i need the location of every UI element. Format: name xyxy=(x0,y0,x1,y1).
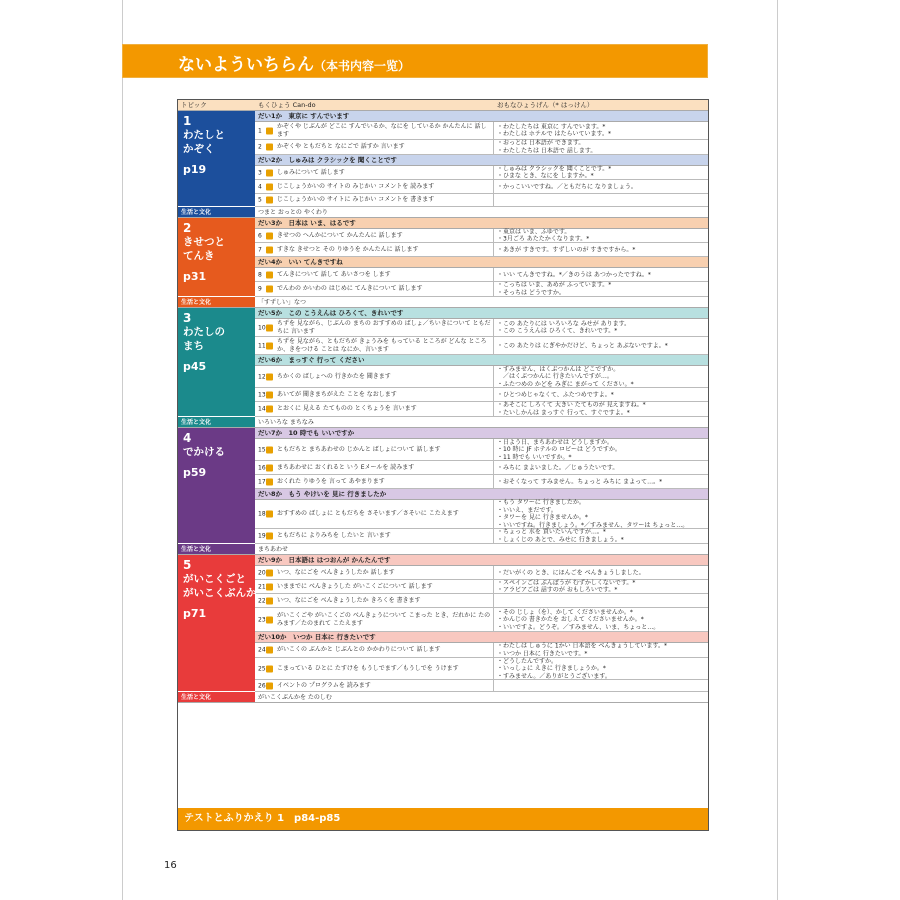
chapter-number: 1 xyxy=(183,114,192,128)
cando-text: おすすめの ばしょに ともだちを さそいます／さそいに こたえます xyxy=(277,510,459,517)
cando-text: おくれた りゆうを 言って あやまります xyxy=(277,477,385,485)
culture-text: まちあわせ xyxy=(258,546,289,553)
row-number: 20 xyxy=(258,569,266,576)
column-divider xyxy=(493,229,494,242)
culture-row xyxy=(178,544,708,555)
lesson-heading: だい4か いい てんきですね xyxy=(255,257,708,268)
chapter-number: 2 xyxy=(183,221,192,235)
page-title: ないよういちらん（本书内容一览） xyxy=(178,55,411,75)
row-number: 13 xyxy=(258,391,266,398)
chapter-block xyxy=(178,308,255,417)
review-banner: テストとふりかえり 1 p84-p85 xyxy=(178,808,708,830)
cando-icon xyxy=(266,324,273,331)
cando-icon xyxy=(266,342,273,349)
cando-text: かぞくや ともだちと なにごで 話すか 言います xyxy=(277,143,405,150)
culture-label: 生活と文化 xyxy=(178,692,255,702)
expression-text: ・もう タワーに 行きましたか。 ・いいえ、まだです。 ・タワーを 見に 行きませんか。* ・いいですね。行きましょう。*／すみません、タワーは ちょっと…。 xyxy=(497,499,689,529)
expression-text: ・しゅみは クラシックを 聞くことです。* ・ひまな とき、なにを しますか。* xyxy=(497,165,612,180)
chapter-title: わたしと かぞく xyxy=(183,129,225,155)
table-header xyxy=(178,100,708,111)
chapter-block xyxy=(178,428,255,544)
row-number: 23 xyxy=(258,616,266,623)
chapter-number: 4 xyxy=(183,431,192,445)
cando-icon xyxy=(266,682,273,689)
expression-text: ・いい てんきですね。*／きのうは あつかったですね。* xyxy=(497,270,651,278)
chapter-title: がいこくごと がいこくぶんか xyxy=(183,573,257,599)
culture-label: 生活と文化 xyxy=(178,417,255,427)
expression-text: ・かっこいいですね。／ともだちに なりましょう。 xyxy=(497,182,637,190)
chapter-page: p19 xyxy=(183,163,207,176)
cando-text: まちあわせに おくれると いう Eメールを 読みます xyxy=(277,463,415,471)
row-number: 17 xyxy=(258,478,266,485)
cando-icon xyxy=(266,569,273,576)
row-number: 9 xyxy=(258,285,262,293)
table-row xyxy=(255,388,708,402)
column-divider xyxy=(493,439,494,460)
expression-text: ・だいがくの とき、にほんごを べんきょうしました。 xyxy=(497,568,645,576)
cando-icon xyxy=(266,478,273,485)
table-row xyxy=(255,366,708,388)
cando-text: てんきについて 話して あいさつを します xyxy=(277,270,391,278)
cando-text: こまっている ひとに たすけを もうしでます／もうしでを うけます xyxy=(277,664,459,672)
lesson-heading: だい6か まっすぐ 行って ください xyxy=(255,355,708,366)
column-divider xyxy=(493,319,494,336)
table-row xyxy=(255,166,708,180)
cando-icon xyxy=(266,583,273,590)
table-row xyxy=(255,337,708,355)
column-divider xyxy=(493,282,494,296)
culture-text: つまと おっとの やくわり xyxy=(258,209,328,216)
expression-text: ・あそこに しろくて 大きい たてものが 見えますね。* ・たいしかんは まっすぐ 行って、すぐですよ。* xyxy=(497,401,646,416)
cando-text: じこしょうかいの サイトに みじかい コメントを 書きます xyxy=(277,196,435,203)
column-divider xyxy=(493,166,494,179)
cando-text: イベントの プログラムを 読みます xyxy=(277,681,371,689)
culture-label: 生活と文化 xyxy=(178,544,255,554)
column-divider xyxy=(493,140,494,154)
cando-text: あいてが 聞きまちがえた ことを なおします xyxy=(277,390,397,398)
cando-text: ちずを 見ながら、ともだちが きょうみを もっている ところが どんな ところか、きをつける ことは なにか、言います xyxy=(277,337,487,353)
column-divider xyxy=(493,243,494,256)
expression-text: ・おっとは 日本語が できます。 ・わたしたちは 日本語で 話します。 xyxy=(497,139,597,154)
chapter-page: p59 xyxy=(183,466,207,479)
chapter-block xyxy=(178,218,255,297)
column-divider xyxy=(493,658,494,679)
row-number: 25 xyxy=(258,665,266,672)
row-number: 21 xyxy=(258,583,266,590)
cando-icon xyxy=(266,127,273,134)
column-divider xyxy=(493,594,494,607)
row-number: 14 xyxy=(258,405,266,413)
culture-row xyxy=(178,692,708,703)
column-divider xyxy=(493,461,494,474)
cando-text: ともだちと まちあわせの じかんと ばしょについて 話します xyxy=(277,445,441,453)
column-divider xyxy=(493,475,494,488)
cando-icon xyxy=(266,597,273,604)
table-row xyxy=(255,475,708,489)
chapter-page: p71 xyxy=(183,607,207,620)
chapter-number: 3 xyxy=(183,311,192,325)
cando-text: でんわの かいわの はじめに てんきについて 話します xyxy=(277,285,423,292)
culture-text: 「すずしい」なつ xyxy=(258,299,307,306)
expression-text: ・あきが すきです。すずしいのが すきですから。* xyxy=(497,245,636,253)
row-number: 7 xyxy=(258,246,262,253)
row-number: 4 xyxy=(258,183,262,190)
lesson-heading: だい9か 日本語は はつおんが かんたんです xyxy=(255,555,708,566)
cando-text: しゅみについて 話します xyxy=(277,168,345,176)
table-row xyxy=(255,608,708,632)
culture-row xyxy=(178,417,708,428)
table-row xyxy=(255,658,708,680)
lesson-heading: だい10か いつか 日本に 行きたいです xyxy=(255,632,708,643)
row-number: 26 xyxy=(258,682,266,689)
cando-text: きせつの へんかについて かんたんに 話します xyxy=(277,231,403,239)
row-number: 19 xyxy=(258,532,266,540)
cando-text: がいこくごや がいこくごの べんきょうについて こまった とき、だれかに たのみます／たのまれて こたえます xyxy=(277,611,491,627)
chapter-title: でかける xyxy=(183,446,225,458)
row-number: 3 xyxy=(258,169,262,176)
culture-text: がいこくぶんかを たのしむ xyxy=(258,694,332,701)
cando-icon xyxy=(266,446,273,453)
column-divider xyxy=(493,122,494,139)
page-number: 16 xyxy=(164,860,177,871)
header-topic: トピック xyxy=(181,101,207,109)
lesson-heading: だい8か もう やけいを 見に 行きましたか xyxy=(255,489,708,500)
expression-text: ・スペインごは ぶんぽうが むずかしくないです。* ・アラビアごは 話すのが おもしろいです。* xyxy=(497,579,636,594)
column-divider xyxy=(493,529,494,543)
row-number: 11 xyxy=(258,342,266,349)
row-number: 12 xyxy=(258,373,266,380)
column-divider xyxy=(493,180,494,193)
chapter-title: きせつと てんき xyxy=(183,236,225,262)
chapter-title: わたしの まち xyxy=(183,326,225,352)
expression-text: ・どうしたんですか。 ・いっしょに えきに 行きましょうか。* ・すみません。／ありがとうございます。 xyxy=(497,657,611,680)
column-divider xyxy=(493,337,494,354)
contents-table xyxy=(177,99,709,831)
expression-text: ・この あたりは にぎやかだけど、ちょっと あぶないですよ。* xyxy=(497,341,668,349)
cando-text: がいこくの ぶんかと じぶんとの かかわりについて 話します xyxy=(277,646,441,653)
table-row xyxy=(255,180,708,194)
table-row xyxy=(255,566,708,580)
header-expressions: おもなひょうげん（* はっけん） xyxy=(497,101,594,109)
cando-text: いつ、なにごを べんきょうしたか 話します xyxy=(277,568,395,576)
cando-icon xyxy=(266,232,273,239)
table-row xyxy=(255,402,708,417)
expression-text: ・ひとつめじゃなくて、ふたつめですよ。* xyxy=(497,390,614,398)
expression-text: ・この あたりには いろいろな みせが あります。 ・この こうえんは ひろくて、きれいです。* xyxy=(497,320,631,335)
row-number: 8 xyxy=(258,271,262,278)
cando-text: ともだちに よりみちを したいと 言います xyxy=(277,532,391,539)
chapter-number: 5 xyxy=(183,558,192,572)
cando-text: じこしょうかいの サイトの みじかい コメントを 読みます xyxy=(277,182,435,190)
header-cando: もくひょう Can-do xyxy=(258,101,316,109)
cando-icon xyxy=(266,246,273,253)
cando-text: いつ、なにごを べんきょうしたか きろくを 書きます xyxy=(277,596,421,604)
column-divider xyxy=(493,580,494,593)
table-row xyxy=(255,122,708,140)
cando-icon xyxy=(266,647,273,654)
title-banner xyxy=(122,44,708,78)
cando-icon xyxy=(266,533,273,540)
table-row xyxy=(255,500,708,529)
chapter-block xyxy=(178,111,255,207)
column-divider xyxy=(493,366,494,387)
expression-text: ・その じしょ（を）、かして くださいませんか。* ・かんじの 書きかたを おしえて くださいませんか。* ・いいですよ。どうぞ。／すみません、いま、ちょっと…。 xyxy=(497,608,660,631)
cando-icon xyxy=(266,286,273,293)
expression-text: ・日よう日、まちあわせは どうしますか。 ・10 時に JF ホテルの ロビーは どうですか。 ・11 時でも いいですか。* xyxy=(497,438,621,461)
table-row xyxy=(255,140,708,155)
cando-icon xyxy=(266,271,273,278)
culture-label: 生活と文化 xyxy=(178,297,255,307)
cando-text: すきな きせつと その りゆうを かんたんに 話します xyxy=(277,245,419,253)
lesson-heading: だい7か 10 時でも いいですか xyxy=(255,428,708,439)
column-divider xyxy=(493,566,494,579)
expression-text: ・わたしは しゅうに 1かい 日本語を べんきょうしています。* ・いつか 日本に 行きたいです。* xyxy=(497,642,667,657)
expression-text: ・こっちは いま、あめが ふっています。* ・そっちは どうですか。 xyxy=(497,281,612,296)
column-divider xyxy=(493,608,494,631)
column-divider xyxy=(493,268,494,281)
cando-icon xyxy=(266,169,273,176)
column-divider xyxy=(493,402,494,416)
table-row xyxy=(255,461,708,475)
cando-icon xyxy=(266,391,273,398)
chapter-page: p31 xyxy=(183,270,207,283)
culture-label: 生活と文化 xyxy=(178,207,255,217)
column-divider xyxy=(493,388,494,401)
table-row xyxy=(255,594,708,608)
lesson-heading: だい5か この こうえんは ひろくて、きれいです xyxy=(255,308,708,319)
chapter-block xyxy=(178,555,255,692)
row-number: 18 xyxy=(258,510,266,518)
cando-icon xyxy=(266,373,273,380)
expression-text: ・おそくなって すみません。ちょっと みちに まよって…。* xyxy=(497,477,663,485)
table-row xyxy=(255,194,708,207)
cando-icon xyxy=(266,197,273,204)
cando-icon xyxy=(266,511,273,518)
expression-text: ・みちに まよいました。／じゅうたいです。 xyxy=(497,463,619,471)
row-number: 10 xyxy=(258,324,266,331)
cando-icon xyxy=(266,616,273,623)
lesson-heading: だい1か 東京に すんでいます xyxy=(255,111,708,122)
row-number: 5 xyxy=(258,196,262,204)
cando-icon xyxy=(266,464,273,471)
expression-text: ・すみません、はくぶつかんは どこですか。 ／はくぶつかんに 行きたいんですが…。 ・ふたつめの かどを みぎに まがって ください。* xyxy=(497,365,634,388)
table-row xyxy=(255,643,708,658)
culture-row xyxy=(178,297,708,308)
page-subtitle: （本书内容一览） xyxy=(314,59,411,73)
table-row xyxy=(255,580,708,594)
cando-text: いままでに べんきょうした がいこくごについて 話します xyxy=(277,582,433,590)
cando-icon xyxy=(266,144,273,151)
column-divider xyxy=(493,643,494,657)
cando-icon xyxy=(266,665,273,672)
expression-text: ・わたしたちは 東京に すんでいます。* ・わたしは ホテルで はたらいています。* xyxy=(497,123,612,138)
expression-text: ・ちょっと 水を 買いたいんですが…。* ・しょくじの あとで、みせに 行きましょう。* xyxy=(497,528,624,543)
column-divider xyxy=(493,194,494,206)
table-row xyxy=(255,243,708,257)
cando-icon xyxy=(266,183,273,190)
lesson-heading: だい2か しゅみは クラシックを 聞くことです xyxy=(255,155,708,166)
expression-text: ・東京は いま、ふゆです。 ・3月ごろ あたたかくなります。* xyxy=(497,228,590,243)
cando-text: ちかくの ばしょへの 行きかたを 聞きます xyxy=(277,372,391,380)
row-number: 6 xyxy=(258,232,262,239)
table-row xyxy=(255,229,708,243)
lesson-heading: だい3か 日本は いま、はるです xyxy=(255,218,708,229)
culture-row xyxy=(178,207,708,218)
cando-text: とおくに 見える たてものの とくちょうを 言います xyxy=(277,405,417,412)
row-number: 2 xyxy=(258,143,262,151)
table-row xyxy=(255,680,708,692)
table-row xyxy=(255,439,708,461)
chapter-page: p45 xyxy=(183,360,207,373)
row-number: 15 xyxy=(258,446,266,453)
row-number: 22 xyxy=(258,597,266,604)
column-divider xyxy=(493,680,494,691)
cando-text: かぞくや じぶんが どこに すんでいるか、なにを しているか かんたんに 話します xyxy=(277,122,487,138)
row-number: 16 xyxy=(258,464,266,471)
table-row xyxy=(255,268,708,282)
row-number: 24 xyxy=(258,646,266,654)
row-number: 1 xyxy=(258,127,262,134)
column-divider xyxy=(493,500,494,528)
table-row xyxy=(255,319,708,337)
table-row xyxy=(255,282,708,297)
table-row xyxy=(255,529,708,544)
culture-text: いろいろな まちなみ xyxy=(258,419,314,426)
cando-icon xyxy=(266,406,273,413)
cando-text: ちずを 見ながら、じぶんの まちの おすすめの ばしょ／ちいきについて ともだちに 言います xyxy=(277,319,491,335)
